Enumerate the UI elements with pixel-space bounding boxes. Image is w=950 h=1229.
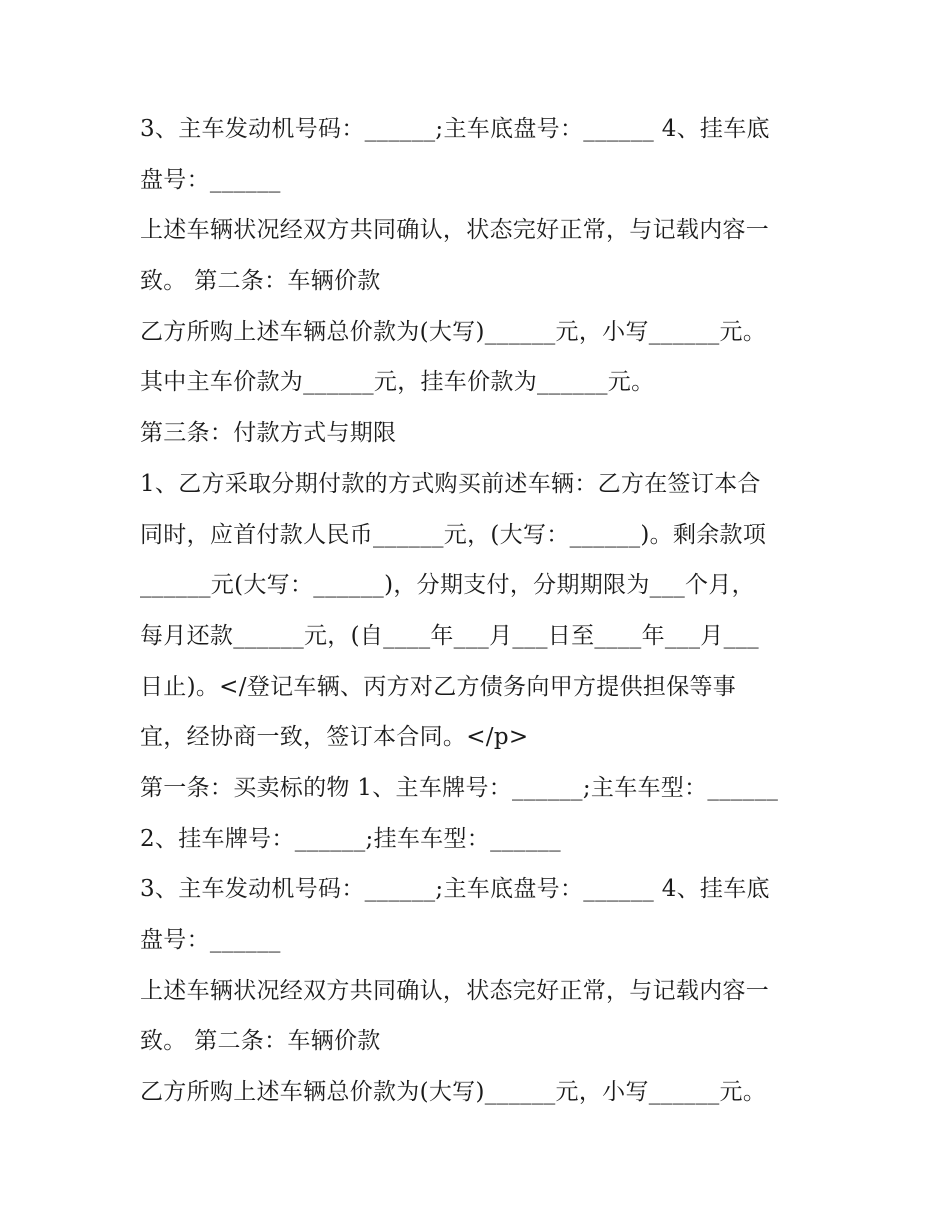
text-line: 其中主车价款为______元，挂车价款为______元。	[140, 369, 655, 396]
text-line: 3、主车发动机号码：______;主车底盘号：______ 4、挂车底	[140, 116, 770, 142]
document-body	[140, 104, 820, 1118]
text-line: 宜，经协商一致，签订本合同。</p>	[140, 724, 529, 751]
section-heading: 第三条：付款方式与期限	[140, 420, 397, 447]
text-line: 致。 第二条：车辆价款	[140, 268, 381, 295]
text-line: 盘号：______	[140, 927, 281, 953]
text-line: 日止)。</登记车辆、丙方对乙方债务向甲方提供担保等事	[140, 673, 737, 700]
text-line: 第一条：买卖标的物 1、主车牌号：______;主车车型：______	[140, 774, 779, 801]
text-line: 2、挂车牌号：______;挂车车型：______	[140, 825, 561, 852]
text-line: 每月还款______元，(自____年___月___日至____年___月___	[140, 622, 759, 649]
text-line: 3、主车发动机号码：______;主车底盘号：______ 4、挂车底	[140, 876, 770, 903]
text-line: 盘号：______	[140, 166, 281, 193]
text-line: 乙方所购上述车辆总价款为(大写)______元，小写______元。	[140, 318, 767, 345]
text-line: 上述车辆状况经双方共同确认，状态完好正常，与记载内容一	[140, 977, 770, 1004]
text-line: 乙方所购上述车辆总价款为(大写)______元，小写______元。	[140, 1079, 767, 1106]
text-line: ______元(大写：______)，分期支付，分期期限为___个月，	[140, 572, 755, 599]
text-line: 1、乙方采取分期付款的方式购买前述车辆：乙方在签订本合	[140, 470, 761, 497]
text-line: 上述车辆状况经双方共同确认，状态完好正常，与记载内容一	[140, 217, 770, 244]
text-line: 同时，应首付款人民币______元，(大写：______)。剩余款项	[140, 521, 767, 548]
text-line: 致。 第二条：车辆价款	[140, 1028, 381, 1055]
